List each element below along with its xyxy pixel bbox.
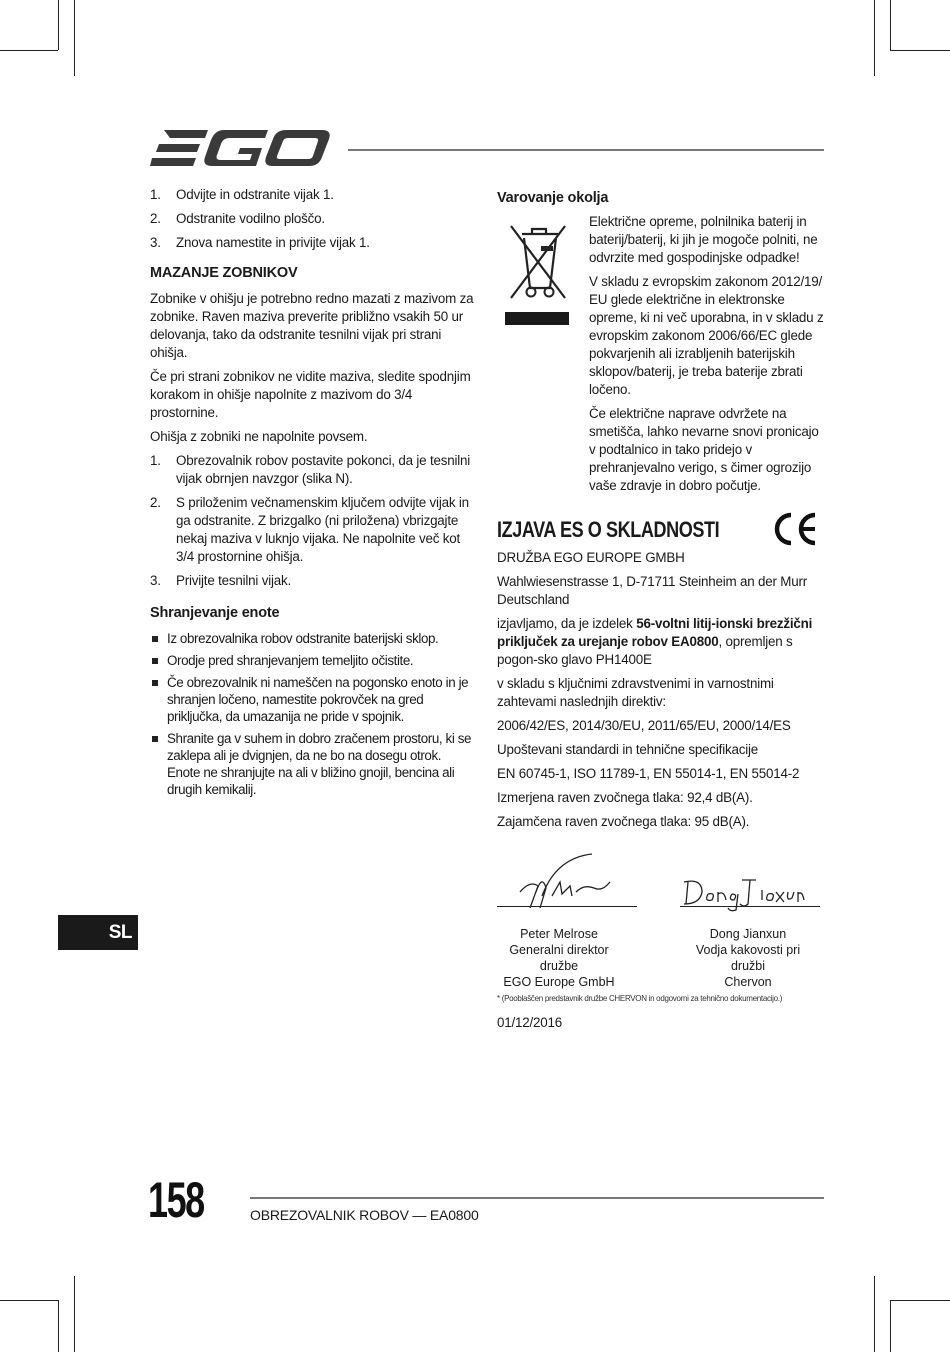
crop-mark bbox=[0, 50, 58, 51]
list-item: 3. Znova namestite in privijte vijak 1. bbox=[150, 235, 370, 250]
declaration-date: 01/12/2016 bbox=[497, 1015, 563, 1030]
measured-sound: Izmerjena raven zvočnega tlaka: 92,4 dB(A). bbox=[497, 790, 753, 805]
bullet-item: Shranite ga v suhem in dobro zračenem prostoru, ki se zaklepa ali je dvignjen, da ne bo na dosegu otrok. Enote ne shranjujte na ali v bližino gnojil, bencina ali drugih kemikalij. bbox=[150, 730, 475, 798]
left-column bbox=[150, 186, 475, 803]
page-number: 158 bbox=[148, 1172, 204, 1228]
list-item: 1. Odvijte in odstranite vijak 1. bbox=[150, 187, 334, 202]
footnote: * (Pooblaščen predstavnik družbe CHERVON in odgovorni za tehnično dokumentacijo.) bbox=[497, 994, 783, 1003]
bullet-icon bbox=[152, 636, 158, 642]
paragraph: Ohišja z zobniki ne napolnite povsem. bbox=[150, 429, 368, 444]
env-text bbox=[589, 213, 825, 495]
paragraph: Električne opreme, polnilnika baterij in baterij/baterij, ki jih je mogoče polniti, ne odvrzite med gospodinjske odpadke! bbox=[589, 214, 818, 265]
bullet-item: Če obrezovalnik ni nameščen na pogonsko enoto in je shranjen ločeno, namestite pokrovček na gred priključka, da umazanija ne pride v spojnik. bbox=[150, 674, 475, 725]
ego-logo bbox=[150, 128, 332, 170]
signatory-dong: Dong Jianxun Vodja kakovosti pri družbi Chervon bbox=[695, 927, 801, 989]
bullet-icon bbox=[152, 736, 158, 742]
env-heading: Varovanje okolja bbox=[497, 190, 609, 206]
language-tab bbox=[58, 915, 138, 950]
header-rule bbox=[348, 149, 824, 151]
company-address: Wahlwiesenstrasse 1, D-71711 Steinheim an der Murr Deutschland bbox=[497, 574, 808, 607]
paragraph: Upoštevani standardi in tehnične specifikacije bbox=[497, 742, 758, 757]
crop-mark bbox=[58, 0, 59, 50]
directives: 2006/42/ES, 2014/30/EU, 2011/65/EU, 2000/14/ES bbox=[497, 718, 791, 733]
conformity-heading: IZJAVA ES O SKLADNOSTI bbox=[497, 517, 720, 542]
company-name: DRUŽBA EGO EUROPE GMBH bbox=[497, 550, 685, 565]
declaration-text: izjavljamo, da je izdelek 56-voltni litij-ionski brezžični priključek za urejanje robov EA0800, opremljen s pogon-sko glavo PH1400E bbox=[497, 616, 813, 667]
crop-mark bbox=[0, 1300, 58, 1301]
paragraph: Zobnike v ohišju je potrebno redno mazati z mazivom za zobnike. Raven maziva preverite približno vsakih 50 ur delovanja, tako da odstranite tesnilni vijak pri strani ohišja. bbox=[150, 291, 474, 360]
crop-mark bbox=[890, 0, 891, 50]
weee-bin-icon bbox=[505, 216, 569, 328]
crop-mark bbox=[74, 0, 75, 76]
crop-mark bbox=[874, 1276, 875, 1352]
bullet-icon bbox=[152, 680, 158, 686]
list-item: 2. S priloženim večnamenskim ključem odvijte vijak in ga odstranite. Z brizgalko (ni priložena) vbrizgajte nekaj maziva v luknjo vijaka. Ne napolnite več kot 3/4 prostornine ohišja. bbox=[150, 495, 469, 564]
bullet-item: Orodje pred shranjevanjem temeljito očistite. bbox=[150, 652, 475, 669]
signature-line bbox=[497, 906, 637, 907]
signature-melrose bbox=[512, 852, 622, 910]
standards: EN 60745-1, ISO 11789-1, EN 55014-1, EN 55014-2 bbox=[497, 766, 800, 781]
bullet-item: Iz obrezovalnika robov odstranite baterijski sklop. bbox=[150, 630, 475, 647]
signature-dong bbox=[680, 872, 816, 914]
declaration-body bbox=[497, 549, 827, 837]
bullet-icon bbox=[152, 658, 158, 664]
paragraph: v skladu s ključnimi zdravstvenimi in varnostnimi zahtevami naslednjih direktiv: bbox=[497, 676, 774, 709]
list-item: 1. Obrezovalnik robov postavite pokonci, da je tesnilni vijak obrnjen navzgor (slika N). bbox=[150, 453, 471, 486]
signatory-melrose: Peter Melrose Generalni direktor družbe EGO Europe GmbH bbox=[503, 927, 615, 989]
crop-mark bbox=[890, 1300, 891, 1352]
paragraph: Če pri strani zobnikov ne vidite maziva, sledite spodnjim korakom in ohišje napolnite z mazivom do 3/4 prostornine. bbox=[150, 369, 471, 420]
guaranteed-sound: Zajamčena raven zvočnega tlaka: 95 dB(A). bbox=[497, 814, 750, 829]
section-heading-storage: Shranjevanje enote bbox=[150, 605, 280, 621]
crop-mark bbox=[58, 1300, 59, 1352]
language-code: SL bbox=[108, 922, 132, 943]
section-heading-lubrication: MAZANJE ZOBNIKOV bbox=[150, 265, 298, 281]
signature-line bbox=[680, 906, 820, 907]
crop-mark bbox=[890, 50, 950, 51]
crop-mark bbox=[890, 1300, 950, 1301]
footer-rule bbox=[250, 1197, 824, 1199]
paragraph: Če električne naprave odvržete na smetišča, lahko nevarne snovi pronicajo v podtalnico in tako pridejo v prehranjevalno verigo, s čimer ogrozijo vaše zdravje in dobro počutje. bbox=[589, 406, 819, 493]
paragraph: V skladu z evropskim zakonom 2012/19/ EU glede električne in elektronske opreme, ki ni več uporabna, in v skladu z evropskim zakonom 2006/66/EC glede pokvarjenih ali izrabljenih baterijskih sklopov/baterij, je treba baterije zbrati ločeno. bbox=[589, 274, 824, 397]
ce-mark-icon bbox=[770, 510, 820, 548]
list-item: 2. Odstranite vodilno ploščo. bbox=[150, 211, 325, 226]
crop-mark bbox=[874, 0, 875, 76]
crop-mark bbox=[74, 1276, 75, 1352]
list-item: 3. Privijte tesnilni vijak. bbox=[150, 573, 292, 588]
footer-title: OBREZOVALNIK ROBOV — EA0800 bbox=[250, 1207, 479, 1223]
